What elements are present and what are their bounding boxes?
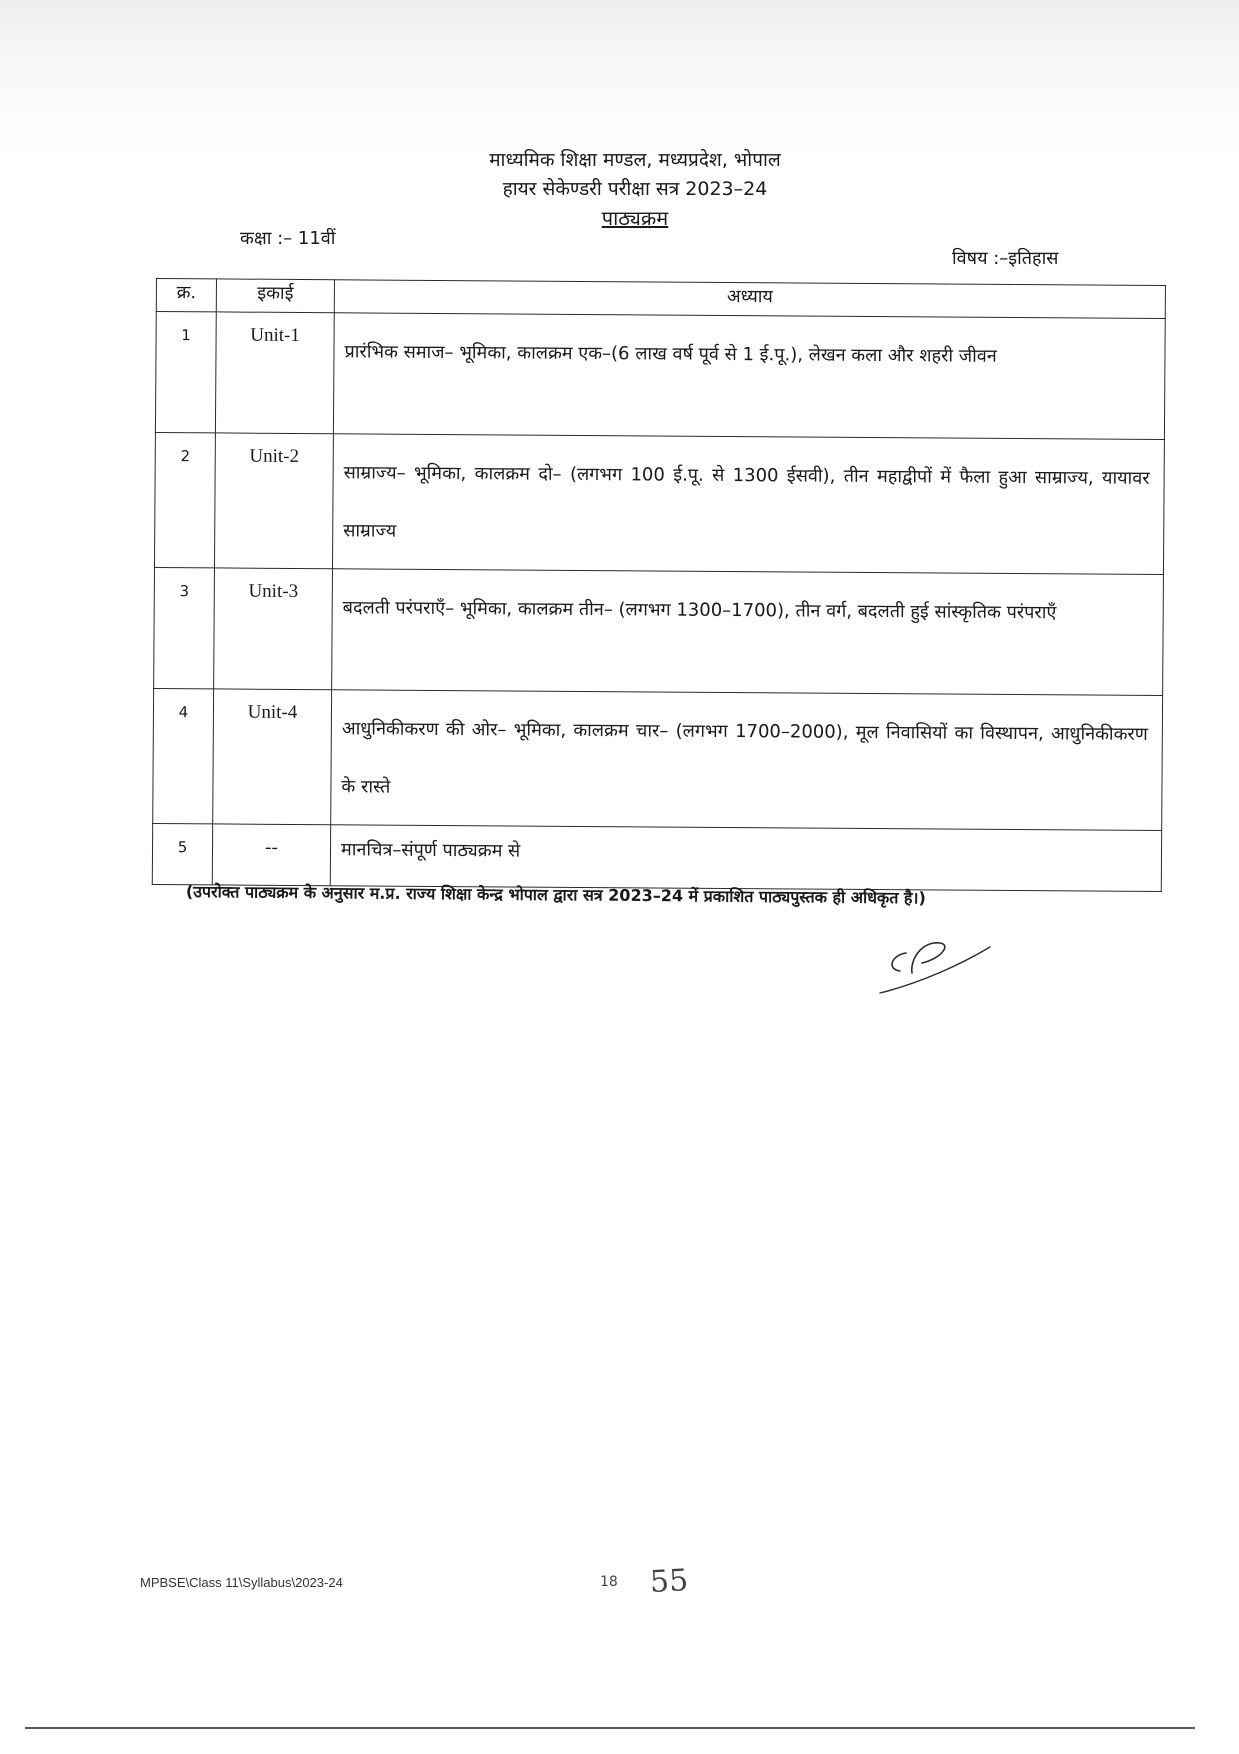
document-header [420,146,850,233]
row-unit: Unit-3 [214,568,333,690]
document-code: MPBSE\Class 11\Syllabus\2023-24 [140,1575,343,1590]
table-row [153,688,1163,830]
subject-label: विषय :–इतिहास [952,248,1059,269]
syllabus-title: पाठ्यक्रम [601,206,669,230]
signature-scribble [870,925,1000,1005]
row-chapter: आधुनिकीकरण की ओर– भूमिका, कालक्रम चार– (लगभग 1700–2000), मूल निवासियों का विस्थापन, आधुनिकीकरण के रास्ते [331,690,1163,831]
row-serial: 4 [153,688,214,823]
row-unit: Unit-4 [213,689,332,825]
bottom-rule [25,1727,1195,1729]
row-serial: 5 [152,823,212,884]
row-chapter: प्रारंभिक समाज– भूमिका, कालक्रम एक–(6 लाख वर्ष पूर्व से 1 ई.पू.), लेखन कला और शहरी जीवन [333,313,1165,440]
row-unit: -- [212,824,330,886]
exam-session: हायर सेकेण्डरी परीक्षा सत्र 2023–24 [502,178,768,200]
header-serial: क्र. [156,279,216,312]
table-row [154,432,1164,574]
table-row [154,567,1164,695]
signature [870,925,1000,1009]
row-chapter: मानचित्र–संपूर्ण पाठ्यक्रम से [330,825,1161,892]
syllabus-table [152,278,1166,892]
row-serial: 1 [155,312,216,433]
row-unit: Unit-1 [215,312,334,434]
row-serial: 3 [154,567,215,688]
row-chapter: बदलती परंपराएँ– भूमिका, कालक्रम तीन– (लगभग 1300–1700), तीन वर्ग, बदलती हुई सांस्कृतिक परंपराएँ [332,569,1164,696]
handwritten-page-number: 55 [649,1563,690,1600]
header-chapter: अध्याय [334,280,1165,319]
footnote: (उपरोक्त पाठ्यक्रम के अनुसार म.प्र. राज्य शिक्षा केन्द्र भोपाल द्वारा सत्र 2023–24 में प्रकाशित पाठ्यपुस्तक ही अधिकृत है।) [185,881,926,908]
row-unit: Unit-2 [214,433,333,569]
printed-page-number: 18 [600,1574,618,1590]
row-chapter: साम्राज्य– भूमिका, कालक्रम दो– (लगभग 100 ई.पू. से 1300 ईसवी), तीन महाद्वीपों में फैला हुआ साम्राज्य, यायावर साम्राज्य [332,434,1164,575]
row-serial: 2 [154,432,215,567]
table-row [155,312,1165,440]
class-label: कक्षा :– 11वीं [240,228,336,249]
header-unit: इकाई [216,279,334,313]
board-name: माध्यमिक शिक्षा मण्डल, मध्यप्रदेश, भोपाल [489,149,781,171]
